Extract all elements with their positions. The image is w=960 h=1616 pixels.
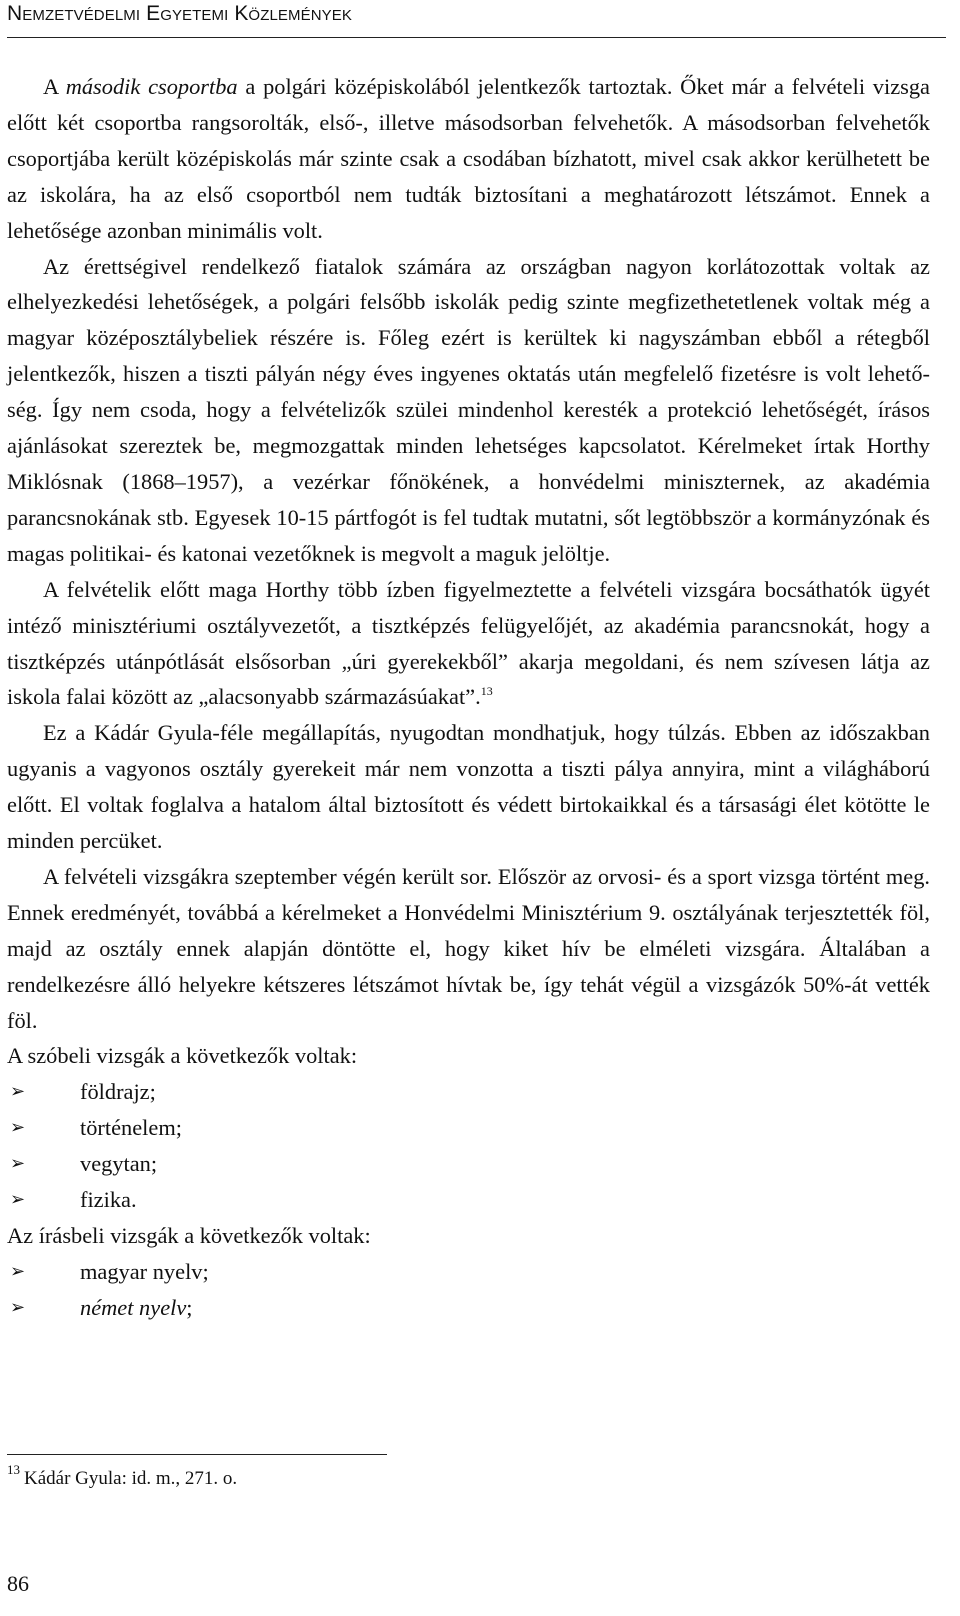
arrowhead-bullet-icon: ➢ (10, 1081, 26, 1103)
journal-header (7, 2, 352, 26)
footnote-reference: 13 (480, 684, 493, 699)
paragraph-2: Az érettségivel rendelkező fiatalok számára az országban nagyon korlátozottak voltak az elhelyezkedési lehetőségek, a polgári felsőbb iskolák pedig szinte megfizethetetlenek voltak még a magyar középosztálybeliek részére is. Főleg ezért is kerültek ki nagyszámban ebből a rétegből jelentkezők, hiszen a tiszti pályán négy éves ingyenes oktatás után megfelelő fizetésre is volt lehetőség. Így nem csoda, hogy a felvételizők szülei mindenhol keresték a protekció lehetőségét, írásos ajánlásokat szereztek be, megmozgattak minden lehetséges kapcsolatot. Kérelmeket írtak Horthy Miklósnak (1868–1957), a vezérkar főnökének, a honvédelmi miniszternek, az akadémia parancsnokának stb. Egyesek 10-15 pártfogót is fel tudtak mutatni, sőt legtöbbször a kormányzónak és magas politikai- és katonai vezetőknek is megvolt a maguk jelöltje. (7, 253, 930, 566)
list-item-text: magyar nyelv; (80, 1258, 209, 1284)
arrowhead-bullet-icon: ➢ (10, 1189, 26, 1211)
footnote-divider (7, 1454, 387, 1455)
paragraph-1 (7, 69, 930, 249)
list-item-text: vegytan; (80, 1151, 158, 1177)
footnote-text: Kádár Gyula: id. m., 271. o. (24, 1468, 238, 1489)
footnote (7, 1462, 238, 1490)
list-item (7, 1290, 930, 1326)
list-item-punctuation: ; (186, 1294, 193, 1320)
arrowhead-bullet-icon: ➢ (10, 1260, 26, 1282)
paragraph-4: Ez a Kádár Gyula-féle megállapítás, nyugodtan mondhatjuk, hogy túlzás. Ebben az időszakban ugyanis a vagyonos osztály gyerekeit már nem vonzotta a tiszti pálya annyira, mint a világháború előtt. El voltak foglalva a hatalom által biztosított és védett birtokaikkal és a társasági élet kötötte le minden percüket. (7, 720, 930, 854)
oral-exams-list (7, 1074, 930, 1218)
oral-exams-heading: A szóbeli vizsgák a következők voltak: (7, 1043, 358, 1069)
arrowhead-bullet-icon: ➢ (10, 1153, 26, 1175)
header-divider (7, 37, 946, 38)
written-exams-heading: Az írásbeli vizsgák a következők voltak: (7, 1223, 371, 1248)
footnote-number: 13 (7, 1462, 20, 1477)
arrowhead-bullet-icon: ➢ (10, 1296, 26, 1318)
paragraph-3-text: A felvételik előtt maga Horthy több ízben figyelmeztette a felvételi vizsgára bocsáthatók ügyét intéző minisztériumi osztályvezetőt, a tisztképzés felügyelőjét, az akadémia parancsnokát, hogy a tisztképzés utánpótlását elsősorban „úri gyerekekből” akarja megoldani, és nem szívesen látja az iskola falai között az „alacsonyabb származásúakat”. (7, 576, 930, 710)
list-item-text: földrajz; (80, 1079, 156, 1105)
list-item (7, 1182, 930, 1218)
paragraph-5: A felvételi vizsgákra szeptember végén került sor. Először az orvosi- és a sport vizsga történt meg. Ennek eredményét, továbbá a kérelmeket a Honvédelmi Minisztérium 9. osztályának terjesztették föl, majd az osztály ennek alapján döntötte el, hogy kiket hív be elméleti vizsgára. Általában a rendelkezésre álló helyekre kétszeres létszámot hívtak be, így tehát végül a vizsgázók 50%-át vették föl. (7, 863, 930, 1033)
paragraph-1-rest: a polgári középiskolából jelentkezők tartoztak. Őket már a felvételi vizsga előtt két csoportba rangsorolták, első-, illetve másodsorban felvehetők. A másodsorban felvehetők csoportjába került középiskolás már szinte csak a csodában bízhatott, mivel csak akkor kerülhetett be az iskolára, ha az első csoportból nem tudták biztosítani a meghatározott létszámot. Ennek a lehetősége azonban minimális volt. (7, 74, 930, 243)
list-item (7, 1146, 930, 1182)
written-exams-list (7, 1254, 930, 1326)
paragraph-1-emphasis: második csoportba (65, 74, 238, 99)
list-item (7, 1110, 930, 1146)
arrowhead-bullet-icon: ➢ (10, 1117, 26, 1139)
body-text (7, 69, 930, 1326)
page-number: 86 (7, 1571, 29, 1596)
journal-title: Nemzetvédelmi Egyetemi Közlemények (7, 2, 352, 25)
list-item-text: fizika. (80, 1187, 137, 1213)
list-item-text-italic: német nyelv (80, 1294, 187, 1320)
paragraph-3 (7, 572, 930, 716)
list-item (7, 1254, 930, 1290)
list-item-text: történelem; (80, 1115, 182, 1141)
paragraph-1-start: A (43, 74, 66, 99)
list-item (7, 1074, 930, 1110)
